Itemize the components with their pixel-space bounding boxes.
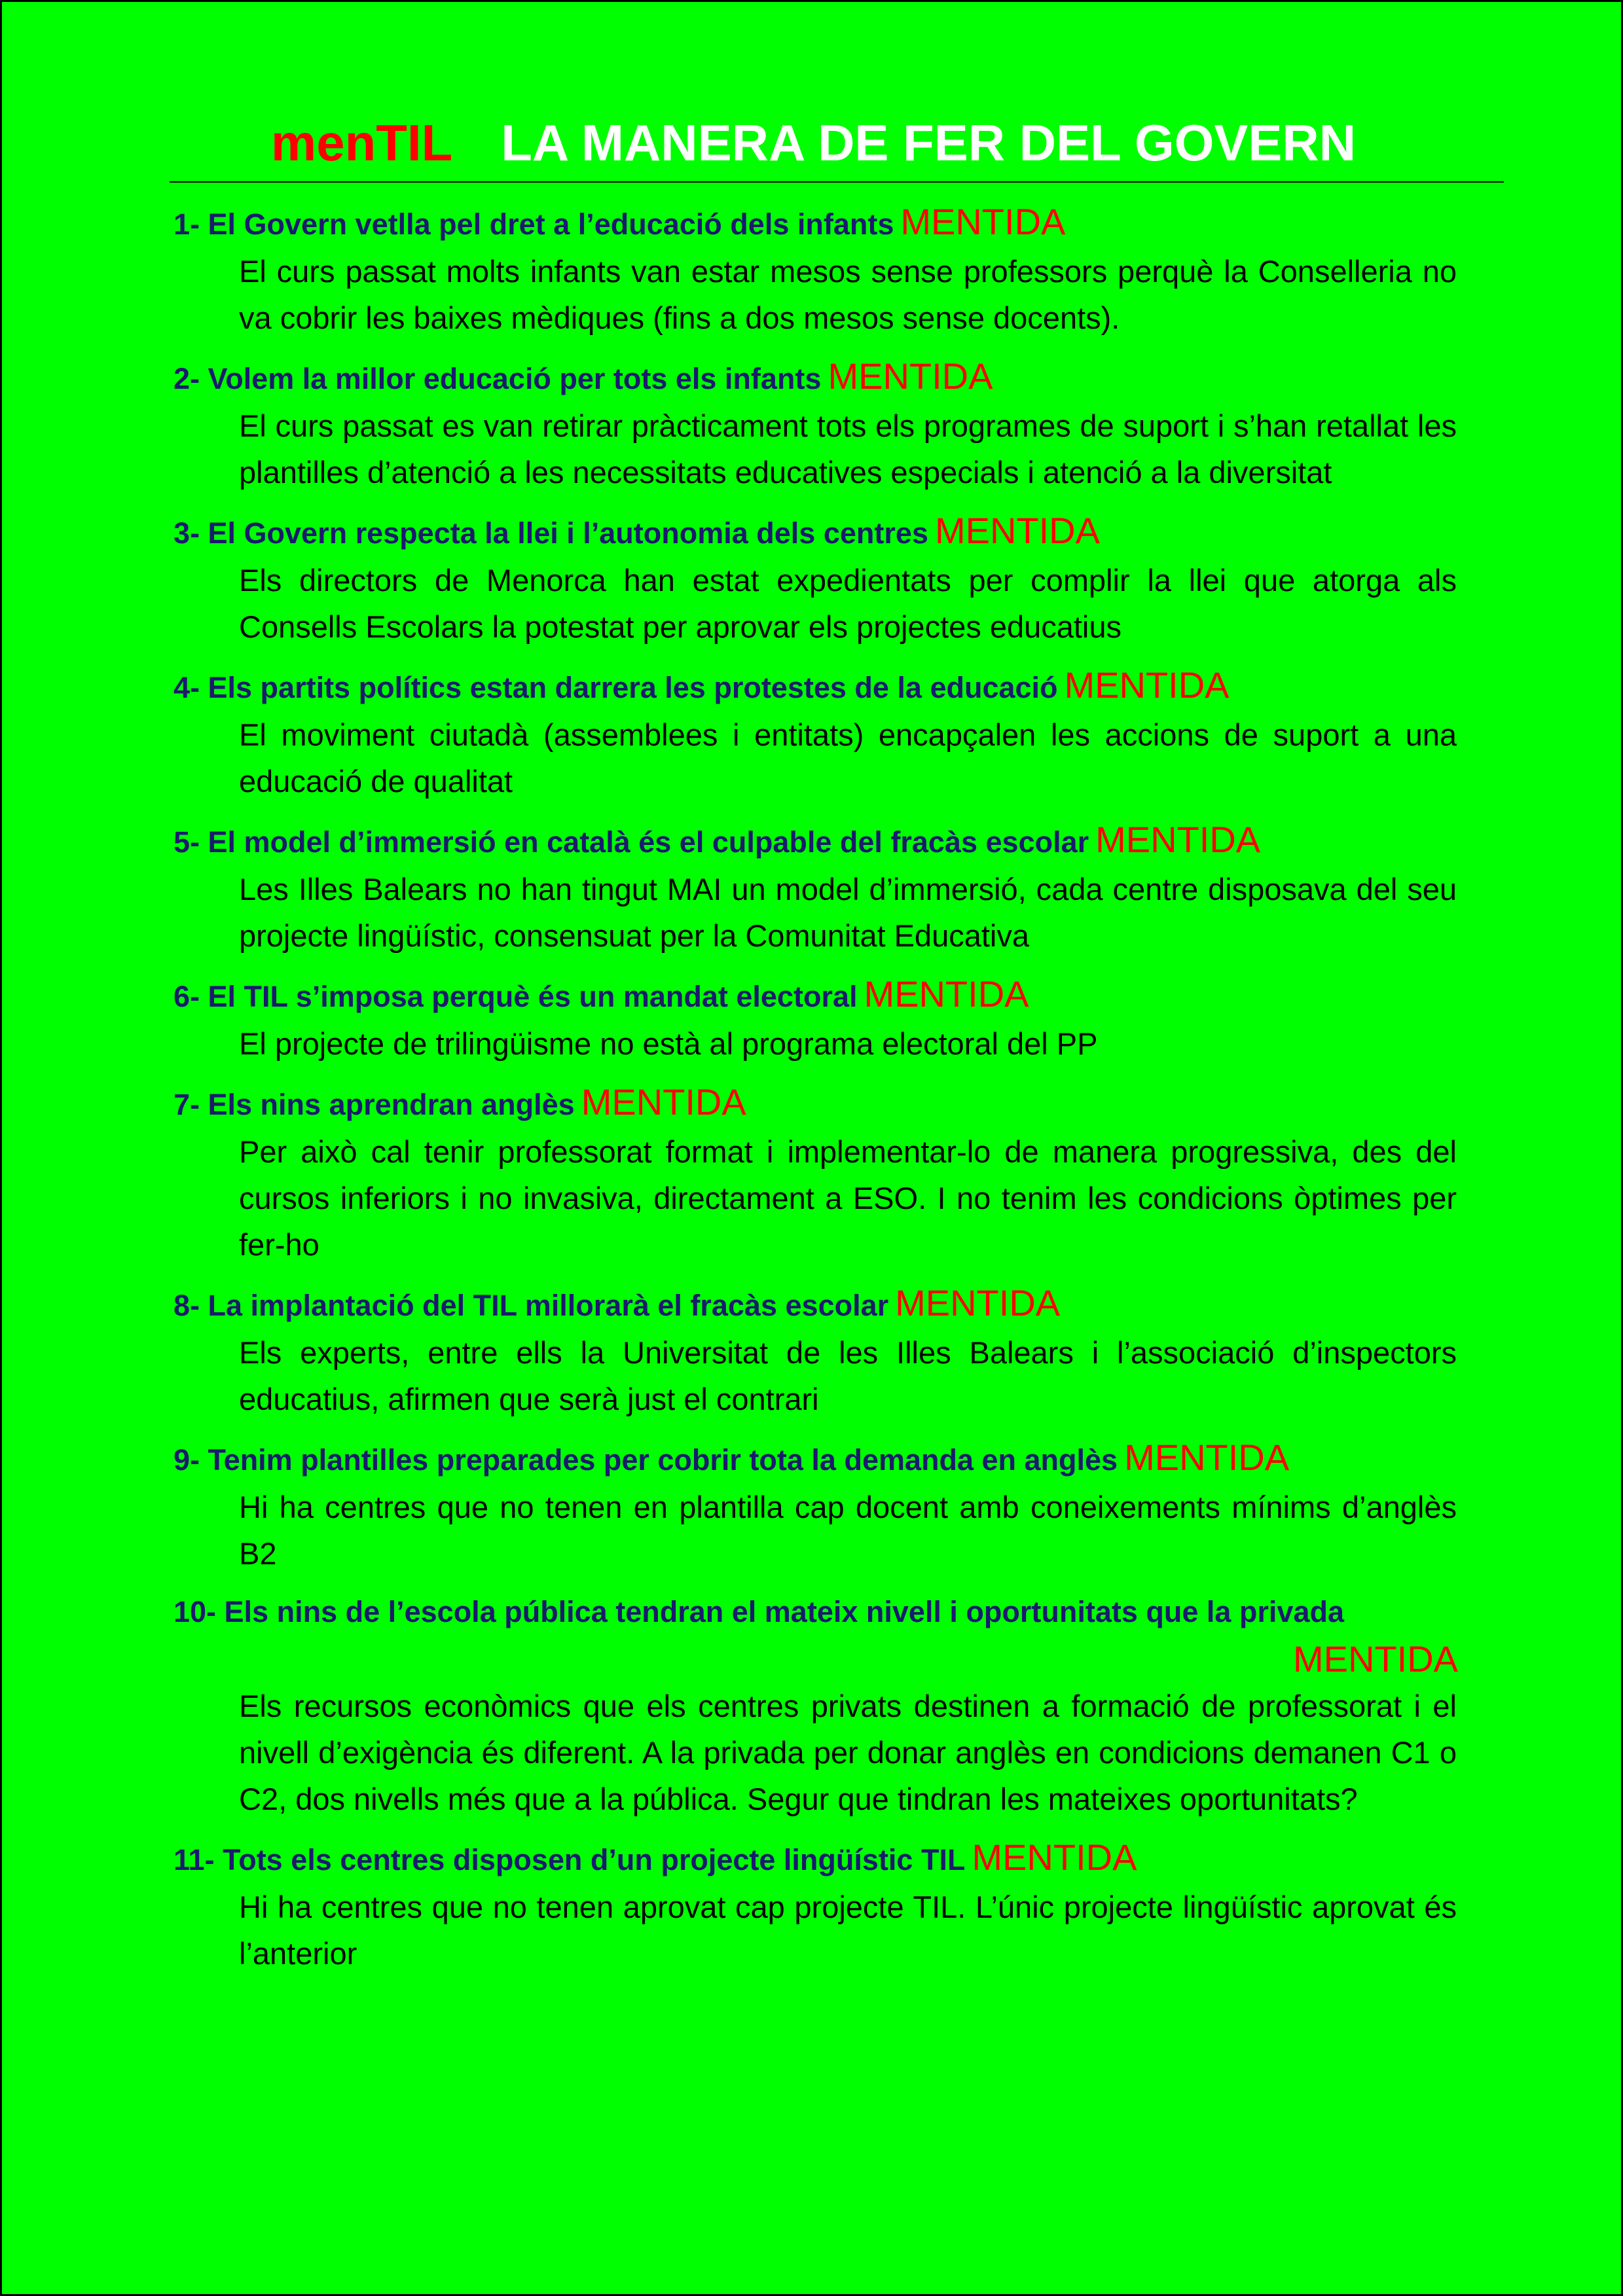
claim-item-8	[173, 1280, 1503, 1422]
title-headline: LA MANERA DE FER DEL GOVERN	[501, 114, 1357, 171]
verdict-label: MENTIDA	[581, 1081, 746, 1122]
claim-item-3	[173, 507, 1503, 650]
claim-text: 2- Volem la millor educació per tots els infants	[173, 362, 822, 395]
claim-heading	[173, 816, 1503, 866]
claim-explanation: El projecte de trilingüisme no està al programa electoral del PP	[239, 1026, 1098, 1061]
claim-explanation: Hi ha centres que no tenen aprovat cap projecte TIL. L’únic projecte lingüístic aprovat és l’anterior	[239, 1890, 1457, 1971]
claim-heading	[173, 662, 1503, 711]
verdict-label: MENTIDA	[972, 1837, 1137, 1878]
claim-text: 8- La implantació del TIL millorarà el fracàs escolar	[173, 1289, 889, 1322]
claim-text: 6- El TIL s’imposa perquè és un mandat electoral	[173, 980, 858, 1013]
claim-heading	[173, 353, 1503, 403]
title-brand: menTIL	[270, 114, 453, 171]
verdict-label: MENTIDA	[1124, 1437, 1290, 1478]
claim-text: 7- Els nins aprendran anglès	[173, 1088, 575, 1121]
verdict-label: MENTIDA	[1293, 1638, 1458, 1679]
claim-explanation: Els recursos econòmics que els centres privats destinen a formació de professorat i el nivell d’exigència és diferent. A la privada per donar anglès en condicions demanen C1 o C2, dos nivells més que a la pública. Segur que tindran les mateixes oportunitats?	[239, 1689, 1457, 1816]
claim-explanation: Per això cal tenir professorat format i implementar-lo de manera progressiva, des del cursos inferiors i no invasiva, directament a ESO. I no tenim les condicions òptimes per fer-ho	[239, 1134, 1457, 1262]
claim-heading	[173, 1280, 1503, 1329]
claim-explanation: El curs passat molts infants van estar mesos sense professors perquè la Conselleria no va cobrir les baixes mèdiques (fins a dos mesos sense docents).	[239, 254, 1457, 335]
claim-item-1	[173, 198, 1503, 341]
claim-explanation: Els experts, entre ells la Universitat de les Illes Balears i l’associació d’inspectors educatius, afirmen que serà just el contrari	[239, 1335, 1457, 1416]
claim-explanation: El moviment ciutadà (assemblees i entitats) encapçalen les accions de suport a una educació de qualitat	[239, 717, 1457, 798]
claim-item-7	[173, 1079, 1503, 1268]
claim-heading	[173, 507, 1503, 557]
claim-text: 5- El model d’immersió en català és el culpable del fracàs escolar	[173, 825, 1089, 859]
claim-explanation: Els directors de Menorca han estat expedientats per complir la llei que atorga als Consells Escolars la potestat per aprovar els projectes educatius	[239, 563, 1457, 644]
claim-explanation: El curs passat es van retirar pràcticament tots els programes de suport i s’han retallat les plantilles d’atenció a les necessitats educatives especials i atenció a la diversitat	[239, 408, 1457, 490]
claim-text: 3- El Govern respecta la llei i l’autonomia dels centres	[173, 516, 928, 550]
claim-heading	[173, 1434, 1503, 1484]
claim-item-6	[173, 971, 1503, 1067]
verdict-label: MENTIDA	[934, 510, 1100, 551]
verdict-label: MENTIDA	[864, 973, 1029, 1014]
claim-item-5	[173, 816, 1503, 959]
claim-text: 10- Els nins de l’escola pública tendran el mateix nivell i oportunitats que la privada	[173, 1595, 1345, 1628]
claims-list	[173, 198, 1503, 1988]
verdict-label: MENTIDA	[1064, 664, 1230, 706]
claim-item-4	[173, 662, 1503, 804]
claim-explanation: Les Illes Balears no han tingut MAI un model d’immersió, cada centre disposava del seu projecte lingüístic, consensuat per la Comunitat Educativa	[239, 872, 1457, 953]
claim-text: 9- Tenim plantilles preparades per cobrir tota la demanda en anglès	[173, 1443, 1118, 1477]
claim-text: 11- Tots els centres disposen d’un projecte lingüístic TIL	[173, 1843, 966, 1876]
title-divider	[170, 181, 1504, 183]
verdict-label: MENTIDA	[895, 1282, 1061, 1323]
verdict-label: MENTIDA	[828, 355, 993, 397]
claim-item-2	[173, 353, 1503, 495]
claim-heading	[173, 1588, 1503, 1636]
verdict-label: MENTIDA	[900, 201, 1066, 242]
claim-item-9	[173, 1434, 1503, 1577]
claim-text: 4- Els partits polítics estan darrera les protestes de la educació	[173, 671, 1058, 704]
claim-heading	[173, 971, 1503, 1020]
claim-heading	[173, 1079, 1503, 1128]
page-title	[2, 107, 1623, 179]
claim-heading	[173, 198, 1503, 248]
claim-explanation: Hi ha centres que no tenen en plantilla cap docent amb coneixements mínims d’anglès B2	[239, 1490, 1457, 1571]
claim-item-11	[173, 1834, 1503, 1977]
claim-item-10	[173, 1588, 1503, 1822]
claim-heading	[173, 1834, 1503, 1884]
verdict-label: MENTIDA	[1095, 819, 1261, 860]
claim-text: 1- El Govern vetlla pel dret a l’educació dels infants	[173, 207, 894, 241]
